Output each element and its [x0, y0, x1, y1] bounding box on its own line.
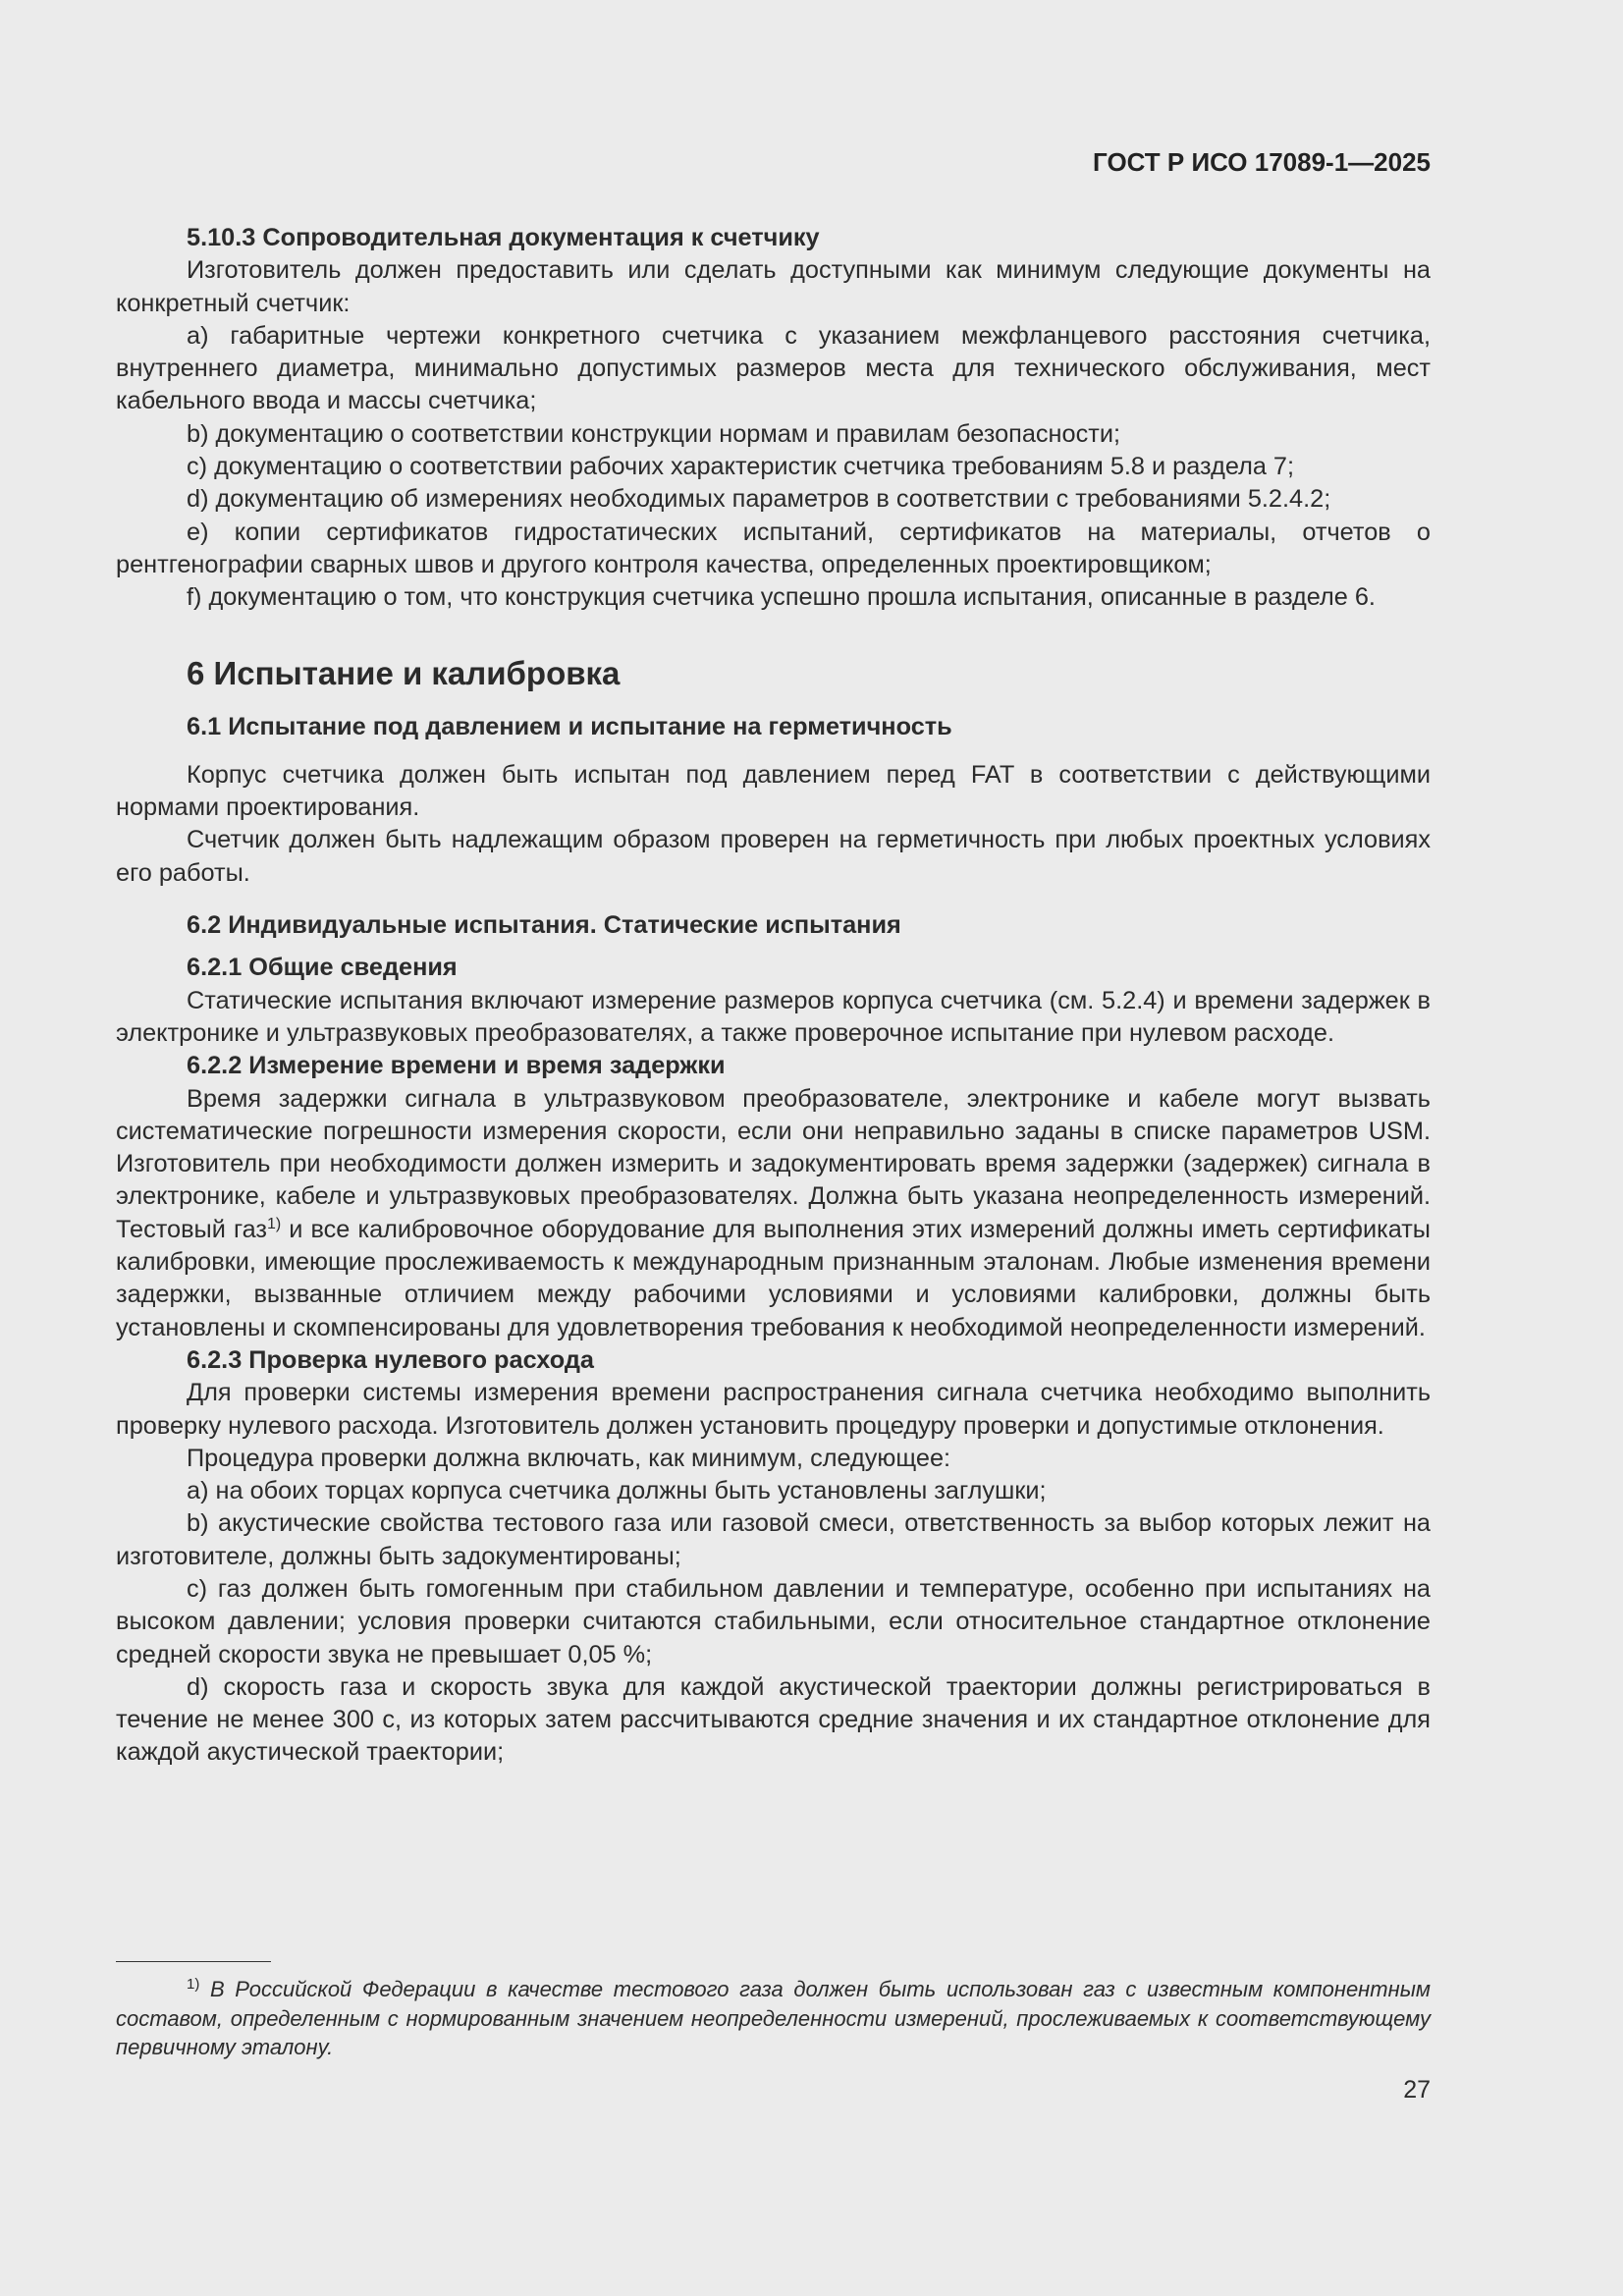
section-6-2-3-heading: 6.2.3 Проверка нулевого расхода: [187, 1345, 594, 1374]
list-item: c) документацию о соответствии рабочих характеристик счетчика требованиям 5.8 и раздела 7;: [187, 453, 1295, 481]
section-6-1-heading: 6.1 Испытание под давлением и испытание на герметичность: [187, 712, 952, 740]
paragraph: Для проверки системы измерения времени распространения сигнала счетчика необходимо выполнить проверку нулевого расхода. Изготовитель должен установить процедуру проверки и допустимые отклонения.: [116, 1379, 1431, 1440]
section-5-10-3-heading: 5.10.3 Сопроводительная документация к счетчику: [187, 224, 820, 251]
list-item: c) газ должен быть гомогенным при стабильном давлении и температуре, особенно при испытаниях на высоком давлении; условия проверки считаются стабильными, если относительное стандартное отклонение средней скорости звука не превышает 0,05 %;: [116, 1574, 1431, 1668]
document-code-header: ГОСТ Р ИСО 17089-1—2025: [1093, 147, 1431, 177]
paragraph-text: Время задержки сигнала в ультразвуковом преобразователе, электронике и кабеле могут вызвать систематические погрешности измерения скорости, если они неправильно заданы в списке параметров USM. Изготовитель при необходимости должен измерить и задокументировать время задержки (задержек) сигнала в электронике, кабеле и ультразвуковых преобразователях. Должна быть указана неопределенность измерений. Тестовый газ: [116, 1084, 1431, 1243]
footnote-divider: [116, 1961, 271, 1962]
section-5-10-3-intro: Изготовитель должен предоставить или сделать доступными как минимум следующие документы на конкретный счетчик:: [116, 256, 1431, 317]
paragraph: [116, 1083, 1431, 1344]
footnote-marker: 1): [187, 1976, 200, 1993]
page-number: 27: [1403, 2076, 1431, 2104]
list-item: d) скорость газа и скорость звука для каждой акустической траектории должны регистрироваться в течение не менее 300 с, из которых затем рассчитываются средние значения и их стандартное отклонение для каждой акустической траектории;: [116, 1672, 1431, 1767]
page-body: [116, 222, 1431, 1770]
section-6-2-heading: 6.2 Индивидуальные испытания. Статические испытания: [187, 911, 901, 940]
section-6-heading: 6 Испытание и калибровка: [187, 654, 621, 691]
paragraph: Корпус счетчика должен быть испытан под давлением перед FAT в соответствии с действующими нормами проектирования.: [116, 760, 1431, 822]
section-6-2-1-heading: 6.2.1 Общие сведения: [187, 954, 458, 982]
list-item: f) документацию о том, что конструкция счетчика успешно прошла испытания, описанные в разделе 6.: [187, 583, 1376, 612]
list-item: d) документацию об измерениях необходимых параметров в соответствии с требованиями 5.2.4.2;: [187, 485, 1331, 514]
list-item: a) на обоих торцах корпуса счетчика должны быть установлены заглушки;: [187, 1477, 1047, 1505]
footnote-text: [116, 1975, 1431, 2062]
paragraph: Статические испытания включают измерение размеров корпуса счетчика (см. 5.2.4) и времени задержек в электронике и ультразвуковых преобразователях, а также проверочное испытание при нулевом расходе.: [116, 986, 1431, 1047]
list-item: a) габаритные чертежи конкретного счетчика с указанием межфланцевого расстояния счетчика, внутреннего диаметра, минимально допустимых размеров места для технического обслуживания, мест кабельного ввода и массы счетчика;: [116, 321, 1431, 415]
footnote-reference: 1): [267, 1215, 282, 1232]
footnote-body: В Российской Федерации в качестве тестового газа должен быть использован газ с известным компонентным составом, определенным с нормированным значением неопределенности измерений, прослеживаемых к соответствующему первичному эталону.: [116, 1977, 1431, 2059]
section-6-2-2-heading: 6.2.2 Измерение времени и время задержки: [187, 1052, 726, 1080]
list-item: b) документацию о соответствии конструкции нормам и правилам безопасности;: [187, 419, 1120, 448]
paragraph-text: и все калибровочное оборудование для выполнения этих измерений должны иметь сертификаты калибровки, имеющие прослеживаемость к международным признанным эталонам. Любые изменения времени задержки, вызванные отличием между рабочими условиями и условиями калибровки, должны быть установлены и скомпенсированы для удовлетворения требования к необходимой неопределенности измерений.: [116, 1215, 1431, 1341]
paragraph: Счетчик должен быть надлежащим образом проверен на герметичность при любых проектных условиях его работы.: [116, 826, 1431, 887]
list-item: e) копии сертификатов гидростатических испытаний, сертификатов на материалы, отчетов о рентгенографии сварных швов и другого контроля качества, определенных проектировщиком;: [116, 518, 1431, 578]
footnote: [116, 1975, 1431, 2062]
paragraph: Процедура проверки должна включать, как минимум, следующее:: [187, 1444, 951, 1472]
list-item: b) акустические свойства тестового газа или газовой смеси, ответственность за выбор которых лежит на изготовителе, должны быть задокументированы;: [116, 1509, 1431, 1570]
